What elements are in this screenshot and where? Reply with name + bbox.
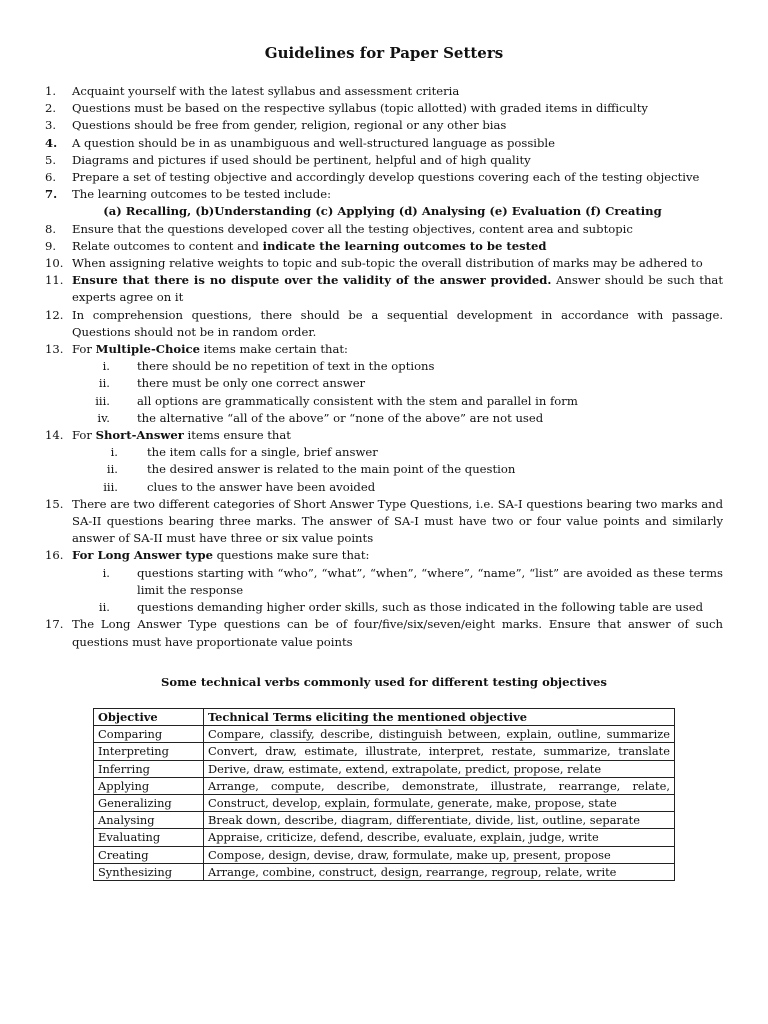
item-text-bold: Short-Answer — [95, 428, 184, 443]
sub-list — [72, 444, 723, 496]
list-item — [45, 117, 723, 134]
sub-list-item — [72, 393, 723, 410]
sub-list-item — [72, 444, 723, 461]
item-number: 4. — [45, 135, 58, 150]
sub-item-number: ii. — [98, 600, 110, 615]
sub-item-number: iii. — [95, 393, 110, 408]
sub-item-number: iv. — [97, 410, 110, 425]
objective-cell: Applying — [94, 777, 204, 794]
list-item — [45, 616, 723, 650]
list-item — [45, 496, 723, 548]
table-row — [94, 846, 675, 863]
item-text: items make certain that: — [199, 342, 348, 357]
objective-cell: Synthesizing — [94, 863, 204, 880]
objective-cell: Creating — [94, 846, 204, 863]
table-row — [94, 760, 675, 777]
item-text: Questions should be free from gender, religion, regional or any other bias — [72, 118, 507, 133]
list-item — [45, 272, 723, 306]
technical-verbs-table — [93, 708, 675, 881]
sub-list-item — [72, 461, 723, 478]
table-row — [94, 812, 675, 829]
table-row — [94, 829, 675, 846]
column-header-terms: Technical Terms eliciting the mentioned objective — [204, 709, 675, 726]
item-number: 8. — [45, 221, 57, 236]
item-text-bold: For Long Answer type — [72, 548, 213, 563]
sub-list-item — [72, 410, 723, 427]
sub-item-number: ii. — [98, 376, 110, 391]
item-number: 6. — [45, 170, 57, 185]
item-text: Diagrams and pictures if used should be pertinent, helpful and of high quality — [72, 152, 531, 167]
terms-cell: Compare, classify, describe, distinguish between, explain, outline, summarize — [204, 726, 675, 743]
item-text: Acquaint yourself with the latest syllabus and assessment criteria — [72, 84, 460, 98]
objective-cell: Evaluating — [94, 829, 204, 846]
item-number: 15. — [45, 496, 64, 511]
sub-list-item — [72, 565, 723, 599]
item-text: When assigning relative weights to topic and sub-topic the overall distribution of marks may be adhered to — [72, 256, 703, 271]
item-number: 2. — [45, 101, 57, 116]
list-item — [45, 100, 723, 117]
objective-cell: Comparing — [94, 726, 204, 743]
column-header-objective: Objective — [94, 709, 204, 726]
item-number: 1. — [45, 84, 57, 98]
objective-cell: Generalizing — [94, 794, 204, 811]
list-item — [45, 238, 723, 255]
table-title: Some technical verbs commonly used for different testing objectives — [161, 675, 607, 689]
terms-cell: Arrange, compute, describe, demonstrate, illustrate, rearrange, relate, — [204, 777, 675, 794]
sub-list — [72, 565, 723, 617]
list-item — [45, 135, 723, 152]
sub-item-text: all options are grammatically consistent with the stem and parallel in form — [137, 393, 578, 408]
item-number: 13. — [45, 342, 64, 357]
item-number: 12. — [45, 307, 64, 322]
list-item — [45, 547, 723, 616]
sub-item-number: i. — [102, 565, 110, 580]
table-row — [94, 863, 675, 880]
terms-cell: Construct, develop, explain, formulate, generate, make, propose, state — [204, 794, 675, 811]
item-text: A question should be in as unambiguous and well-structured language as possible — [72, 135, 556, 150]
sub-list-item — [72, 599, 723, 616]
list-item — [45, 255, 723, 272]
list-item — [45, 221, 723, 238]
item-text-bold: Multiple-Choice — [95, 342, 200, 357]
item-text: Ensure that the questions developed cover all the testing objectives, content area and subtopic — [72, 221, 633, 236]
list-item — [45, 169, 723, 186]
item-text: items ensure that — [183, 428, 291, 443]
item-text: For — [72, 428, 96, 443]
sub-item-text: the item calls for a single, brief answer — [147, 445, 378, 460]
list-item — [45, 427, 723, 496]
item-number: 5. — [45, 152, 57, 167]
item-number: 9. — [45, 238, 57, 253]
sub-list-item — [72, 358, 723, 375]
sub-item-number: iii. — [103, 479, 118, 494]
guidelines-list — [45, 83, 723, 651]
table-row — [94, 794, 675, 811]
item-text: The Long Answer Type questions can be of four/five/six/seven/eight marks. Ensure that answer of such questions must have proportionate value points — [72, 617, 723, 649]
sub-item-text: the alternative “all of the above” or “none of the above” are not used — [137, 410, 544, 425]
objective-cell: Interpreting — [94, 743, 204, 760]
item-text: Answer should be such that experts agree on it — [72, 273, 723, 305]
list-item — [45, 307, 723, 341]
item-text-bold: indicate the learning outcomes to be tested — [262, 238, 547, 253]
sub-item-number: i. — [110, 445, 118, 460]
sub-item-text: there should be no repetition of text in the options — [137, 359, 435, 374]
item-text: Prepare a set of testing objective and accordingly develop questions covering each of the testing objective — [72, 170, 700, 185]
item-text: The learning outcomes to be tested include: — [72, 187, 332, 202]
sub-list-item — [72, 479, 723, 496]
sub-item-text: clues to the answer have been avoided — [147, 479, 376, 494]
sub-list-item — [72, 375, 723, 392]
table-header-row — [94, 709, 675, 726]
terms-cell: Compose, design, devise, draw, formulate, make up, present, propose — [204, 846, 675, 863]
item-number: 10. — [45, 256, 64, 271]
list-item — [45, 341, 723, 427]
terms-cell: Arrange, combine, construct, design, rearrange, regroup, relate, write — [204, 863, 675, 880]
terms-cell: Derive, draw, estimate, extend, extrapolate, predict, propose, relate — [204, 760, 675, 777]
item-text-bold: Ensure that there is no dispute over the validity of the answer provided. — [72, 273, 552, 288]
sub-list — [72, 358, 723, 427]
item-number: 11. — [45, 273, 64, 288]
sub-item-text: the desired answer is related to the main point of the question — [147, 462, 516, 477]
objective-cell: Analysing — [94, 812, 204, 829]
item-text: There are two different categories of Short Answer Type Questions, i.e. SA-I questions bearing two marks and SA-II questions bearing three marks. The answer of SA-I must have two or four value points and similarly answer of SA-II must have three or six value points — [72, 496, 723, 546]
table-row — [94, 726, 675, 743]
sub-item-text: questions demanding higher order skills, such as those indicated in the following table are used — [137, 600, 704, 615]
item-number: 16. — [45, 548, 64, 563]
sub-item-text: there must be only one correct answer — [137, 376, 366, 391]
item-text: Questions must be based on the respective syllabus (topic allotted) with graded items in difficulty — [72, 101, 648, 116]
sub-item-text: questions starting with “who”, “what”, “when”, “where”, “name”, “list” are avoided as these terms limit the response — [137, 565, 723, 597]
sub-item-number: ii. — [106, 462, 118, 477]
item-text: Relate outcomes to content and — [72, 238, 263, 253]
sub-item-number: i. — [102, 359, 110, 374]
objective-cell: Inferring — [94, 760, 204, 777]
list-item — [45, 152, 723, 169]
table-row — [94, 743, 675, 760]
page-title: Guidelines for Paper Setters — [264, 44, 504, 62]
item-number: 17. — [45, 617, 64, 632]
list-item — [45, 83, 723, 100]
item-number: 3. — [45, 118, 57, 133]
terms-cell: Appraise, criticize, defend, describe, evaluate, explain, judge, write — [204, 829, 675, 846]
learning-outcomes-line: (a) Recalling, (b)Understanding (c) Applying (d) Analysing (e) Evaluation (f) Creating — [103, 204, 662, 219]
list-item — [45, 186, 723, 220]
terms-cell: Convert, draw, estimate, illustrate, interpret, restate, summarize, translate — [204, 743, 675, 760]
table-row — [94, 777, 675, 794]
item-text: questions make sure that: — [212, 548, 370, 563]
item-number: 7. — [45, 187, 58, 202]
item-number: 14. — [45, 428, 64, 443]
item-text: For — [72, 342, 96, 357]
item-text: In comprehension questions, there should be a sequential development in accordance with passage. Questions should not be in random order. — [72, 307, 723, 339]
terms-cell: Break down, describe, diagram, differentiate, divide, list, outline, separate — [204, 812, 675, 829]
